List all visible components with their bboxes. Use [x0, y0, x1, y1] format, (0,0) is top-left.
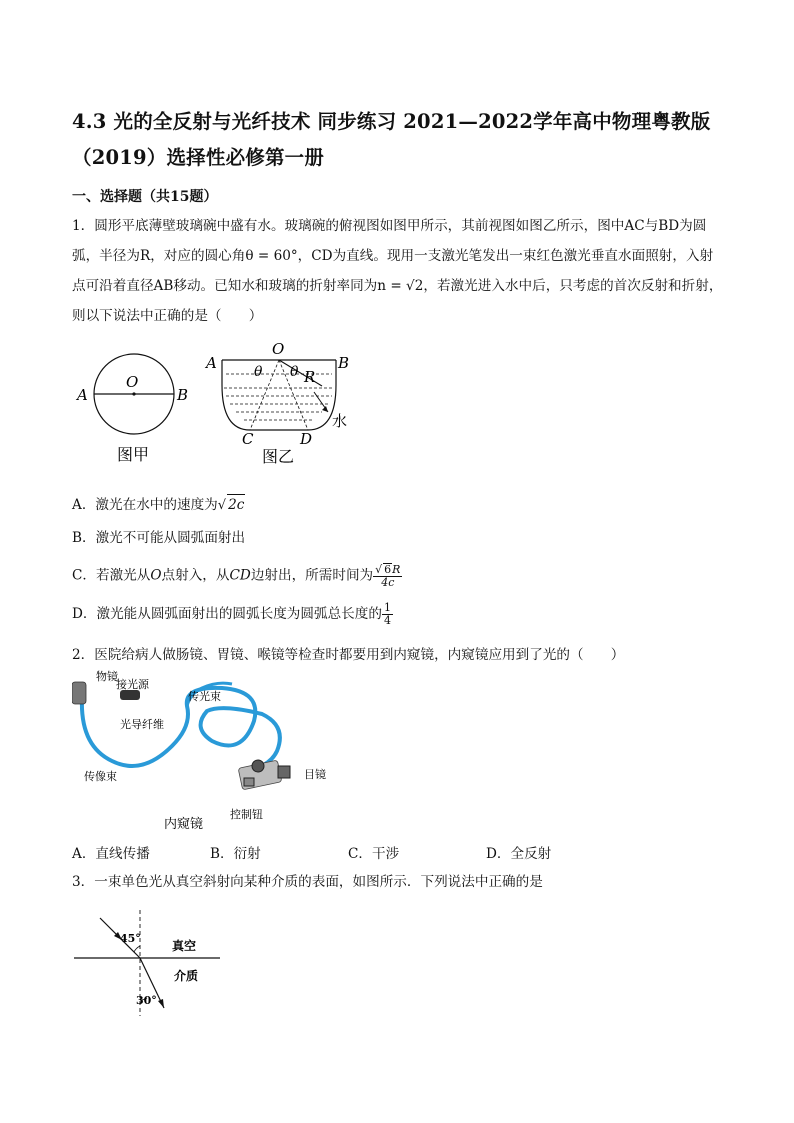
label-light-bundle: 传光束	[188, 690, 221, 703]
question-2-text: 2．医院给病人做肠镜、胃镜、喉镜等检查时都要用到内窥镜，内窥镜应用到了光的（ ）	[72, 647, 625, 663]
label-theta-right: θ	[290, 364, 299, 380]
label-o-front: O	[272, 340, 285, 358]
figure-caption: 内窥镜	[164, 817, 204, 832]
q2-option-b: B．衍射	[210, 846, 261, 862]
label-fiber: 光导纤维	[120, 718, 164, 731]
question-3-text: 3．一束单色光从真空斜射向某种介质的表面，如图所示．下列说法中正确的是	[72, 874, 543, 890]
q2-option-d: D．全反射	[486, 846, 552, 862]
label-angle-30: 30°	[136, 994, 157, 1007]
endoscope-figure	[72, 666, 332, 836]
label-vacuum: 真空	[172, 939, 197, 953]
q1-option-a: A．激光在水中的速度为√ 2c	[72, 494, 245, 516]
label-b-top: B	[177, 386, 189, 404]
label-a-front: A	[206, 354, 217, 372]
label-r: R	[304, 368, 316, 386]
label-a-top: A	[77, 386, 88, 404]
q2-option-a: A．直线传播	[72, 846, 150, 862]
label-angle-45: 45°	[120, 932, 141, 945]
label-b-front: B	[338, 354, 350, 372]
label-o-top: O	[126, 373, 139, 391]
page-title: 4.3 光的全反射与光纤技术 同步练习 2021—2022学年高中物理粤教版（2019）选择性必修第一册	[72, 110, 711, 169]
question-1-text: 1．圆形平底薄壁玻璃碗中盛有水。玻璃碗的俯视图如图甲所示，其前视图如图乙所示，图中AC与BD为圆弧，半径为R，对应的圆心角θ = 60°，CD为直线。现用一支激光笔发出一束红色激光垂直水面照射，入射点可沿着直径AB移动。已知水和玻璃的折射率同为n = √2，若激光进入水中后，只考虑的首次反射和折射，则以下说法中正确的是（ ）	[72, 218, 723, 324]
q1-option-b: B．激光不可能从圆弧面射出	[72, 530, 246, 546]
label-image-bundle: 传像束	[84, 770, 117, 783]
label-knob: 控制钮	[230, 808, 263, 821]
fig-a-caption: 图甲	[117, 445, 150, 464]
q2-option-c: C．干涉	[348, 846, 400, 862]
label-medium: 介质	[174, 969, 199, 983]
label-d: D	[300, 430, 313, 448]
label-eyepiece: 目镜	[304, 768, 326, 781]
label-c: C	[242, 430, 254, 448]
q1-option-d: D．激光能从圆弧面射出的圆弧长度为圆弧总长度的 $\frac{1}{4}$	[72, 601, 391, 627]
fiber-cable	[82, 688, 280, 771]
label-objective: 物镜	[96, 670, 118, 683]
refraction-figure	[72, 904, 242, 1024]
light-source-connector	[120, 690, 140, 700]
label-light-source: 接光源	[116, 678, 149, 691]
q1-option-c: C．若激光从O点射入，从CD边射出，所需时间为 $\frac{√ 6R}{4c}$	[72, 563, 401, 589]
section-heading: 一、选择题（共15题）	[72, 189, 218, 205]
question-1-figure	[72, 330, 372, 470]
label-theta-left: θ	[254, 364, 263, 380]
bowl-front-view-outline	[222, 360, 336, 430]
label-water: 水	[332, 412, 348, 430]
objective-lens	[72, 682, 86, 704]
fig-b-caption: 图乙	[262, 447, 295, 466]
